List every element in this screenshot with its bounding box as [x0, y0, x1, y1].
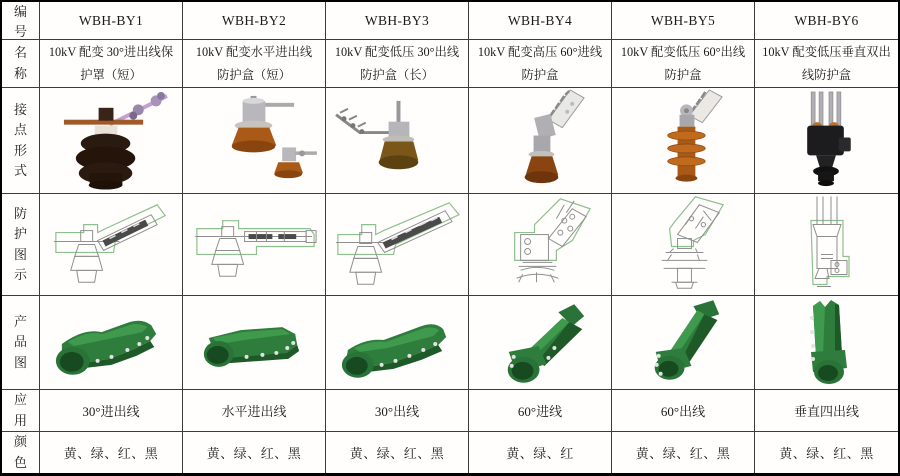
cad-60deg-box-image: [469, 194, 611, 295]
colors-wbh-by1: 黄、绿、红、黑: [40, 432, 183, 473]
diagram-wbh-by5: [612, 194, 755, 296]
code-wbh-by3: WBH-BY3: [326, 2, 469, 40]
product-photo-wbh-by6: [755, 296, 898, 390]
green-cover-30deg-image: [40, 296, 182, 389]
name-wbh-by2: 10kV 配变水平进出线防护盒（短）: [183, 40, 326, 88]
insulator-60deg-photo-image: [612, 88, 754, 193]
diagram-wbh-by4: [469, 194, 612, 296]
application-wbh-by3: 30°出线: [326, 390, 469, 432]
name-wbh-by5: 10kV 配变低压 60°出线防护盒: [612, 40, 755, 88]
cad-30deg-cover-image: [40, 194, 182, 295]
product-photo-wbh-by5: [612, 296, 755, 390]
application-wbh-by2: 水平进出线: [183, 390, 326, 432]
name-wbh-by6: 10kV 配变低压垂直双出线防护盒: [755, 40, 898, 88]
code-wbh-by5: WBH-BY5: [612, 2, 755, 40]
application-wbh-by1: 30°进出线: [40, 390, 183, 432]
cad-60deg-insulator-image: [612, 194, 754, 295]
joint-photo-wbh-by4: [469, 88, 612, 194]
green-cover-vertical-image: [755, 296, 898, 389]
code-wbh-by2: WBH-BY2: [183, 2, 326, 40]
product-photo-wbh-by1: [40, 296, 183, 390]
row-label-name-text: 名称: [13, 45, 27, 81]
diagram-wbh-by2: [183, 194, 326, 296]
diagram-wbh-by6: [755, 194, 898, 296]
cad-vertical-cover-image: [755, 194, 898, 295]
cad-horizontal-cover-image: [183, 194, 325, 295]
insulator-30deg-photo-image: [40, 88, 182, 193]
row-label-product-text: 产品图: [13, 314, 27, 370]
name-wbh-by4: 10kV 配变高压 60°进线防护盒: [469, 40, 612, 88]
row-label-application: [2, 390, 40, 432]
row-label-name: [2, 40, 40, 88]
name-wbh-by3: 10kV 配变低压 30°出线防护盒（长）: [326, 40, 469, 88]
row-label-joint-text: 接点形式: [13, 102, 27, 178]
bushing-30deg-photo-image: [326, 88, 468, 193]
joint-photo-wbh-by1: [40, 88, 183, 194]
joint-photo-wbh-by3: [326, 88, 469, 194]
colors-wbh-by3: 黄、绿、红、黑: [326, 432, 469, 473]
colors-wbh-by6: 黄、绿、红、黑: [779, 446, 874, 461]
row-label-application-text: 应用: [13, 392, 27, 428]
diagram-wbh-by1: [40, 194, 183, 296]
product-photo-wbh-by4: [469, 296, 612, 390]
joint-photo-wbh-by2: [183, 88, 326, 194]
joint-photo-wbh-by6: [755, 88, 898, 194]
colors-wbh-by4: 黄、绿、红: [469, 432, 612, 473]
application-wbh-by4: 60°进线: [469, 390, 612, 432]
application-wbh-by6: 垂直四出线: [755, 390, 898, 432]
name-wbh-by1: 10kV 配变 30°进出线保护罩（短）: [40, 40, 183, 88]
green-cover-30deg-long-image: [326, 296, 468, 389]
bushing-60deg-photo-image: [469, 88, 611, 193]
code-wbh-by6: WBH-BY6: [755, 2, 898, 40]
colors-wbh-by5: 黄、绿、红、黑: [612, 432, 755, 473]
colors-wbh-by2: 黄、绿、红、黑: [183, 432, 326, 473]
green-cover-60deg-steep-image: [612, 296, 754, 389]
row-label-diagram-text: 防护图示: [13, 206, 27, 282]
green-cover-horizontal-image: [183, 296, 325, 389]
row-label-color: [2, 432, 40, 473]
cad-30deg-long-cover-image: [326, 194, 468, 295]
joint-photo-wbh-by5: [612, 88, 755, 194]
row-label-joint: [2, 88, 40, 194]
vertical-terminals-photo-image: [755, 88, 898, 193]
code-wbh-by1: WBH-BY1: [40, 2, 183, 40]
green-cover-60deg-image: [469, 296, 611, 389]
row-label-color-text: 颜色: [13, 434, 27, 470]
application-wbh-by5: 60°出线: [612, 390, 755, 432]
product-photo-wbh-by3: [326, 296, 469, 390]
code-wbh-by4: WBH-BY4: [469, 2, 612, 40]
row-label-code-text: 编号: [13, 4, 27, 40]
row-label-product: [2, 296, 40, 390]
bushing-horizontal-photo-image: [183, 88, 325, 193]
row-label-diagram: [2, 194, 40, 296]
diagram-wbh-by3: [326, 194, 469, 296]
product-photo-wbh-by2: [183, 296, 326, 390]
row-label-code: [2, 2, 40, 40]
